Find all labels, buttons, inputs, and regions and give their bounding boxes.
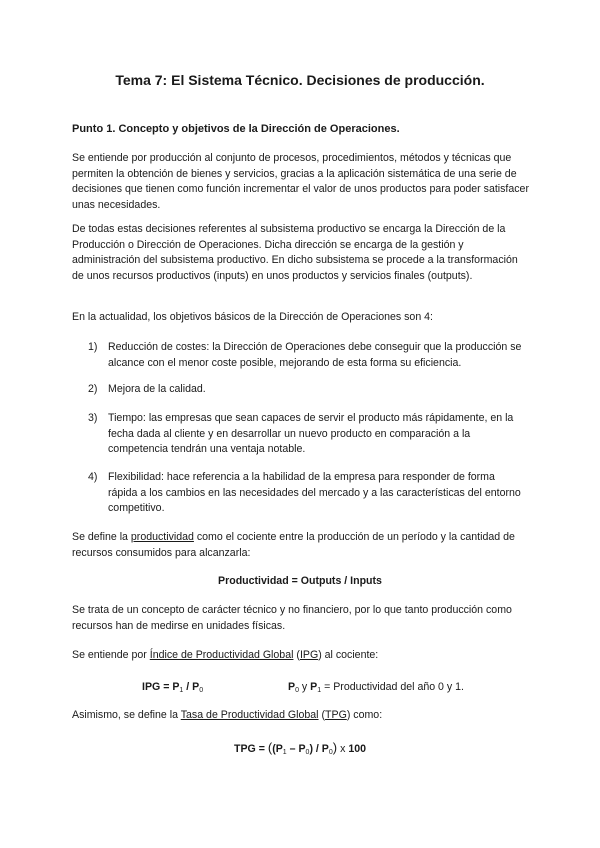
paragraph-operations-direction: De todas estas decisiones referentes al subsistema productivo se encarga la Dirección de la Producción o Dirección de Operaciones. Dicha dirección se encarga de la gestión y administración del subsistema productivo. En dicho subsistema se procede a la transformación de unos recursos productivos (inputs) en unos productos y servicios finales (outputs). xyxy=(72,223,518,282)
subscript: 0 xyxy=(199,687,204,694)
formula-part: IPG = P xyxy=(142,681,180,693)
text-run: = Productividad del año 0 y 1. xyxy=(321,681,464,693)
formula-part: (P xyxy=(272,743,283,755)
text-run: ( xyxy=(318,709,326,721)
list-item-text: Tiempo: las empresas que sean capaces de servir el producto más rápidamente, en la fecha dada al cliente y en desarrollar un nuevo producto en comparación a la competencia tendrán una ventaja notable. xyxy=(108,412,514,455)
section-heading: Punto 1. Concepto y objetivos de la Dirección de Operaciones. xyxy=(72,123,400,135)
productivity-term: productividad xyxy=(130,531,194,543)
text-run: como el cociente entre la producción de un período y la cantidad de recursos consumidos para alcanzarla: xyxy=(72,531,515,559)
formula-paren: ( xyxy=(267,740,273,755)
paragraph-tpg-definition xyxy=(72,708,532,724)
text-run: Se define la xyxy=(72,531,131,543)
list-item-number: 4) xyxy=(88,471,98,483)
formula-part: 100 xyxy=(348,743,367,755)
list-item-number: 2) xyxy=(88,383,98,395)
formula-part: TPG = xyxy=(233,743,268,755)
list-item-number: 3) xyxy=(88,412,98,424)
list-item-text: Mejora de la calidad. xyxy=(108,383,206,395)
tpg-term: Tasa de Productividad Global xyxy=(180,709,319,721)
formula-part: ) / P xyxy=(309,743,329,755)
text-run: ) como: xyxy=(346,709,383,721)
tpg-abbr: TPG xyxy=(325,709,347,721)
subscript: 0 xyxy=(328,749,333,756)
list-item-text: Reducción de costes: la Dirección de Operaciones debe conseguir que la producción se alcance con el menor coste posible, mejorando de esta forma su eficiencia. xyxy=(108,341,522,369)
formula-part: x xyxy=(337,743,349,755)
ipg-formula xyxy=(142,680,203,696)
paragraph-productivity-note: Se trata de un concepto de carácter técnico y no financiero, por lo que tanto producción como recursos han de medirse en unidades físicas. xyxy=(72,604,512,632)
paragraph-production-definition: Se entiende por producción al conjunto de procesos, procedimientos, métodos y técnicas que permiten la obtención de bienes y servicios, gracias a la aplicación sistemática de una serie de decisiones que tienen como función incrementar el valor de unos productos para poder satisfacer unas necesidades. xyxy=(72,152,529,211)
ipg-term: Índice de Productividad Global xyxy=(149,649,294,661)
text-run: ( xyxy=(293,649,300,661)
paragraph-ipg-definition xyxy=(72,648,532,664)
subscript: 0 xyxy=(305,749,310,756)
paragraph-productivity-definition xyxy=(72,530,532,561)
formula-part: P xyxy=(288,681,296,693)
subscript: 0 xyxy=(295,687,299,694)
formula-part: P xyxy=(310,681,318,693)
formula-part: / P xyxy=(183,681,200,693)
page-title: Tema 7: El Sistema Técnico. Decisiones de producción. xyxy=(115,72,485,88)
formula-part: – P xyxy=(286,743,306,755)
text-run: Se entiende por xyxy=(72,649,150,661)
productivity-formula: Productividad = Outputs / Inputs xyxy=(218,575,382,587)
subscript: 1 xyxy=(317,687,322,694)
subscript: 1 xyxy=(282,749,287,756)
text-run: y xyxy=(298,681,311,693)
ipg-legend xyxy=(288,680,464,696)
subscript: 1 xyxy=(179,687,184,694)
formula-paren: ) xyxy=(332,740,338,755)
list-item-number: 1) xyxy=(88,341,98,353)
tpg-formula xyxy=(0,740,600,758)
ipg-abbr: IPG xyxy=(299,649,319,661)
text-run: Asimismo, se define la xyxy=(72,709,181,721)
paragraph-objectives-intro: En la actualidad, los objetivos básicos de la Dirección de Operaciones son 4: xyxy=(72,311,433,323)
list-item-text: Flexibilidad: hace referencia a la habilidad de la empresa para responder de forma rápida a los cambios en las necesidades del mercado y a las características del entorno competitivo. xyxy=(108,471,521,514)
text-run: ) al cociente: xyxy=(318,649,379,661)
